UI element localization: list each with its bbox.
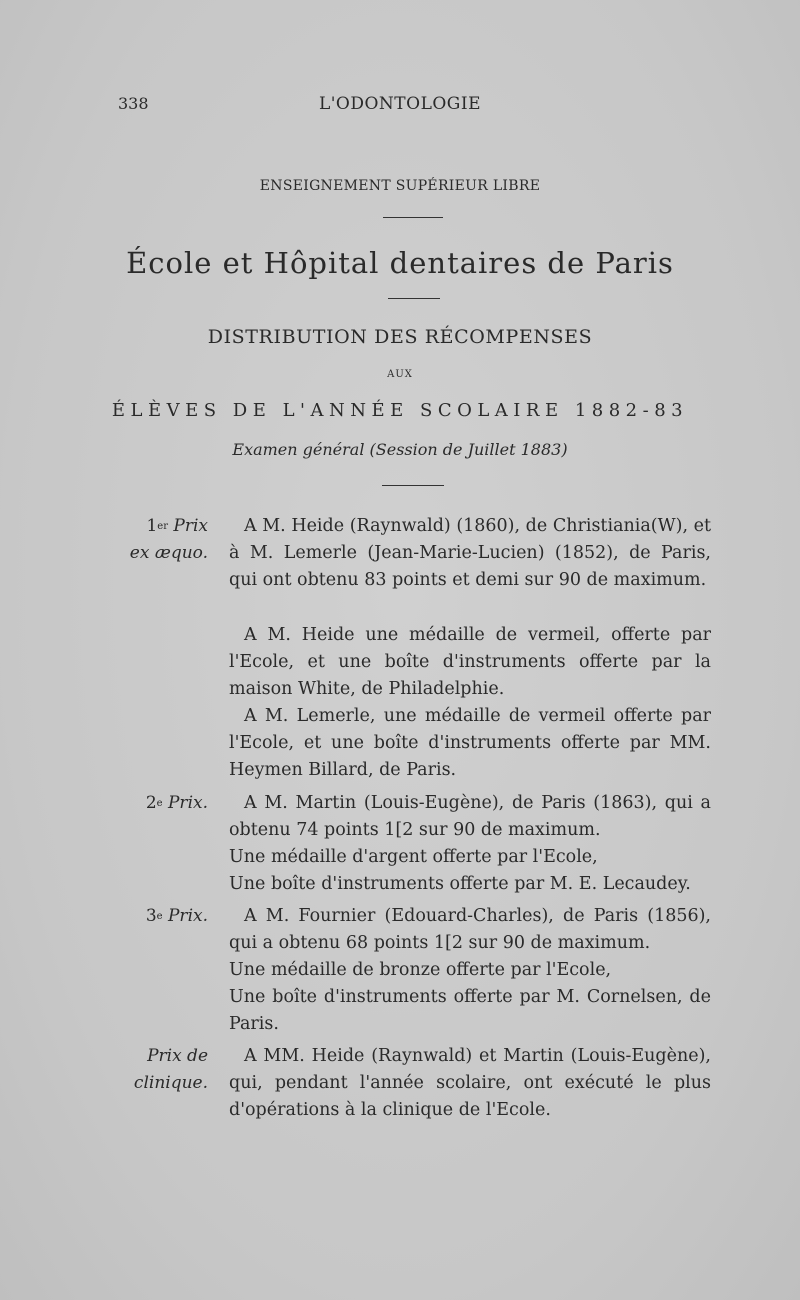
prize-label <box>96 1043 208 1097</box>
prize-ordinal: 2 <box>145 793 157 813</box>
prize-paragraph: Une médaille d'argent offerte par l'Ecole, <box>229 847 598 867</box>
prize-label <box>96 903 208 930</box>
heading: DISTRIBUTION DES RÉCOMPENSES <box>207 326 593 348</box>
prize-paragraph: A M. Fournier (Edouard-Charles), de Paris (1856), qui a obtenu 68 points 1[2 sur 90 de maximum. <box>229 906 711 954</box>
prize-label-text: Prix <box>168 516 208 536</box>
prize-label <box>96 513 208 567</box>
prize-label-line2: ex æquo. <box>129 543 208 563</box>
exam-line: Examen général (Session de Juillet 1883) <box>232 440 568 459</box>
prize-paragraph: A M. Heide une médaille de vermeil, offerte par l'Ecole, et une boîte d'instruments offerte par la maison White, de Philadelphie. <box>229 625 711 700</box>
prize-label-line1: Prix de <box>147 1046 208 1066</box>
page-title: École et Hôpital dentaires de Paris <box>126 246 674 280</box>
prize-label-text: Prix. <box>162 793 208 813</box>
prize-ordinal-suffix: e <box>156 911 163 922</box>
prize-ordinal-suffix: er <box>157 521 168 532</box>
divider-rule <box>383 217 443 218</box>
divider-rule <box>382 485 444 486</box>
prize-ordinal-suffix: e <box>156 798 163 809</box>
prize-label <box>96 790 208 817</box>
prize-label-text: Prix. <box>162 906 208 926</box>
prize-paragraph: A M. Lemerle, une médaille de vermeil offerte par l'Ecole, et une boîte d'instruments offerte par MM. Heymen Billard, de Paris. <box>229 706 711 781</box>
prize-paragraph: A M. Martin (Louis-Eugène), de Paris (1863), qui a obtenu 74 points 1[2 sur 90 de maximum. <box>229 793 711 841</box>
aux-label: AUX <box>387 369 413 380</box>
prize-paragraph: A MM. Heide (Raynwald) et Martin (Louis-Eugène), qui, pendant l'année scolaire, ont exécuté le plus d'opérations à la clinique de l'Ecole. <box>229 1046 711 1121</box>
section-label: ENSEIGNEMENT SUPÉRIEUR LIBRE <box>259 178 541 194</box>
page-number: 338 <box>118 94 149 113</box>
prize-ordinal: 1 <box>146 516 158 536</box>
prize-paragraph: Une boîte d'instruments offerte par M. E. Lecaudey. <box>229 874 691 894</box>
prize-paragraph: Une boîte d'instruments offerte par M. Cornelsen, de Paris. <box>229 987 711 1035</box>
prize-ordinal: 3 <box>145 906 157 926</box>
prize-label-line2: clinique. <box>133 1073 208 1093</box>
divider-rule <box>388 298 440 299</box>
students-line: ÉLÈVES DE L'ANNÉE SCOLAIRE 1882-83 <box>111 400 689 421</box>
prize-paragraph: A M. Heide (Raynwald) (1860), de Christiania(W), et à M. Lemerle (Jean-Marie-Lucien) (1852), de Paris, qui ont obtenu 83 points et demi sur 90 de maximum. <box>229 516 711 591</box>
prize-paragraph: Une médaille de bronze offerte par l'Ecole, <box>229 960 612 980</box>
running-title: L'ODONTOLOGIE <box>318 94 482 114</box>
